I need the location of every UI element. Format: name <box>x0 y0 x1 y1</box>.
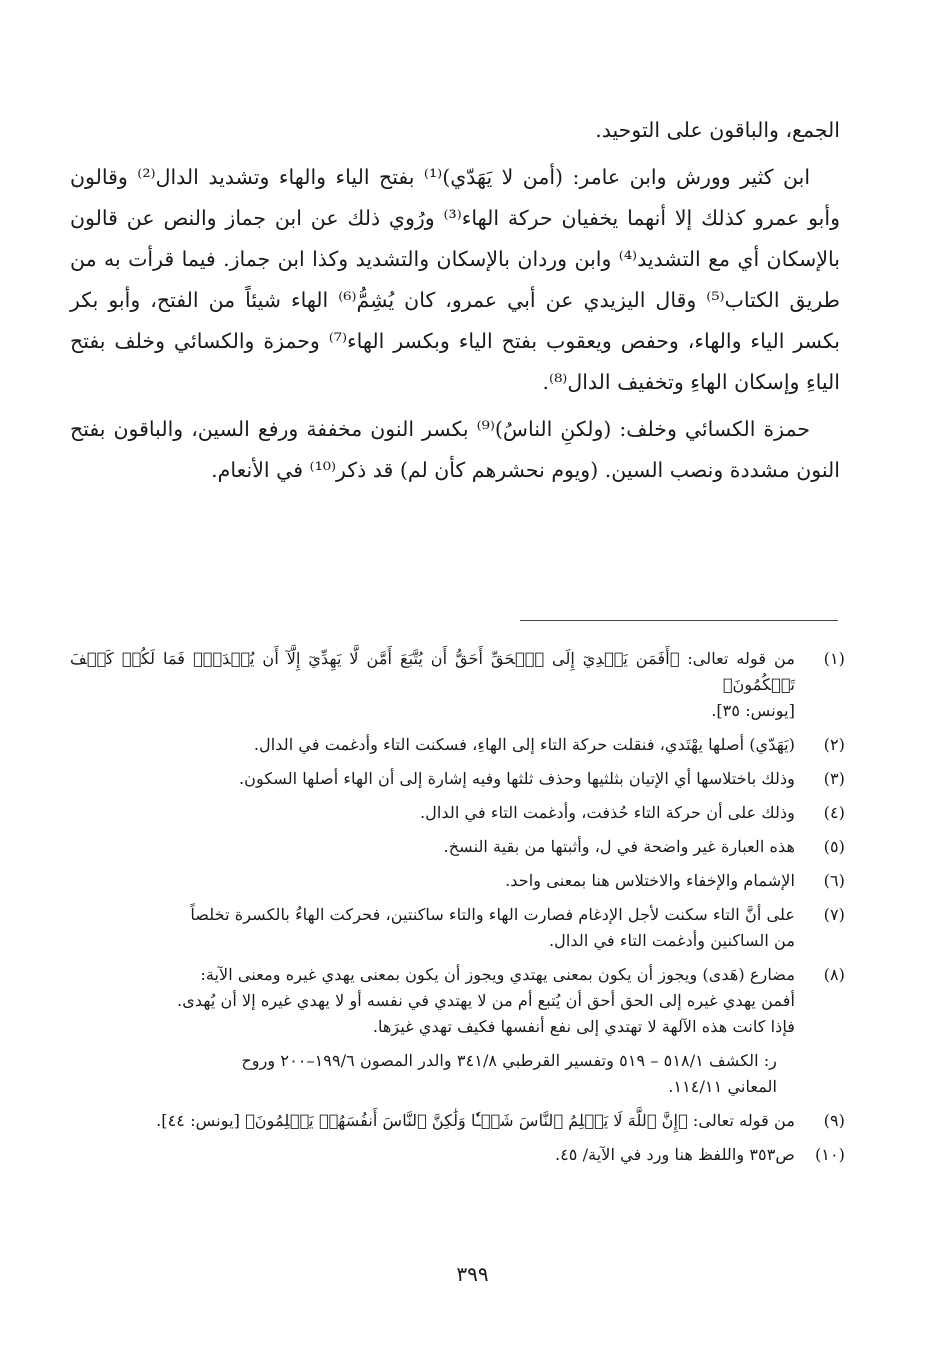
footnote-line: هذه العبارة غير واضحة في ل، وأثبتها من بقية النسخ. <box>443 837 795 856</box>
footnote-text <box>70 1048 795 1100</box>
footnote-line: من قوله تعالى: ﴿إِنَّ ٱللَّهَ لَا يَظۡلِمُ ٱلنَّاسَ شَيۡـٔٗا وَلَٰكِنَّ ٱلنَّاسَ أَنفُسَهُمۡ يَظۡلِمُونَ﴾ [يونس: ٤٤]. <box>156 1111 795 1130</box>
footnote-text <box>70 646 795 724</box>
footnote-line: الإشمام والإخفاء والاختلاس هنا بمعنى واحد. <box>505 871 795 890</box>
footnote-8-references <box>70 1048 845 1100</box>
footnote-7 <box>70 902 845 954</box>
footnote-9 <box>70 1108 845 1134</box>
footnote-text <box>70 732 795 758</box>
footnote-line: مضارع (هَدى) ويجوز أن يكون بمعنى يهتدي ويجوز أن يكون بمعنى يهدي غيره ومعنى الآية: <box>200 965 795 984</box>
footnote-3 <box>70 766 845 792</box>
paragraph-1: الجمع، والباقون على التوحيد. <box>595 118 840 142</box>
footnote-number: (١٠) <box>814 1145 845 1164</box>
footnote-number: (٢) <box>823 735 845 754</box>
footnotes <box>70 646 845 1176</box>
footnote-number <box>795 1048 845 1100</box>
footnote-text <box>70 766 795 792</box>
footnote-number: (٥) <box>823 837 845 856</box>
footnote-text <box>70 1142 795 1168</box>
footnote-line: ص٣٥٣ واللفظ هنا ورد في الآية/ ٤٥. <box>554 1145 795 1164</box>
footnote-text <box>70 800 795 826</box>
footnote-line: [يونس: ٣٥]. <box>711 701 795 720</box>
footnote-number: (٤) <box>823 803 845 822</box>
footnote-number: (١) <box>823 649 845 668</box>
footnote-6 <box>70 868 845 894</box>
page-number: ٣٩٩ <box>456 1262 489 1286</box>
footnote-10 <box>70 1142 845 1168</box>
footnote-number: (٩) <box>823 1111 845 1130</box>
footnote-line: وذلك باختلاسها أي الإتيان بثلثيها وحذف ثلثها وفيه إشارة إلى أن الهاء أصلها السكون. <box>238 769 795 788</box>
footnote-line: وذلك على أن حركة التاء حُذفت، وأدغمت التاء في الدال. <box>419 803 795 822</box>
footnote-text <box>70 962 795 1040</box>
footnote-text <box>70 834 795 860</box>
footnote-line: على أنَّ التاء سكنت لأجل الإدغام فصارت الهاء والتاء ساكنتين، فحركت الهاءُ بالكسرة تخلصاً <box>190 905 795 924</box>
footnote-number: (٧) <box>823 905 845 924</box>
footnote-separator <box>520 620 838 621</box>
footnote-8 <box>70 962 845 1040</box>
footnote-5 <box>70 834 845 860</box>
footnote-text <box>70 1108 795 1134</box>
footnote-number: (٦) <box>823 871 845 890</box>
footnote-1 <box>70 646 845 724</box>
footnote-number: (٨) <box>823 965 845 984</box>
footnote-number: (٣) <box>823 769 845 788</box>
paragraph-2: ابن كثير وورش وابن عامر: (أمن لا يَهَدّي)⁽¹⁾ بفتح الياء والهاء وتشديد الدال⁽²⁾ وقالون وأبو عمرو كذلك إلا أنهما يخفيان حركة الهاء⁽³⁾ ورُوي ذلك عن ابن جماز والنص عن قالون بالإسكان أي مع التشديد⁽⁴⁾ وابن وردان بالإسكان والتشديد وكذا ابن جماز. فيما قرأت به من طريق الكتاب⁽⁵⁾ وقال اليزيدي عن أبي عمرو، كان يُشِمُّ⁽⁶⁾ الهاء شيئاً من الفتح، وأبو بكر بكسر الياء والهاء، وحفص ويعقوب بفتح الياء وبكسر الهاء⁽⁷⁾ وحمزة والكسائي وخلف بفتح الياءِ وإسكان الهاءِ وتخفيف الدال⁽⁸⁾. <box>70 165 840 394</box>
footnote-2 <box>70 732 845 758</box>
footnote-line: ر: الكشف ٥١٨/١ – ٥١٩ وتفسير القرطبي ٣٤١/٨ والدر المصون ١٩٩/٦–٢٠٠ وروح <box>241 1051 777 1070</box>
footnote-line: (يَهَدّي) أصلها يهْتَدي، فنقلت حركة التاء إلى الهاءِ، فسكنت التاء وأدغمت في الدال. <box>253 735 795 754</box>
footnote-line: من الساكنين وأدغمت التاء في الدال. <box>549 931 795 950</box>
footnote-text <box>70 868 795 894</box>
main-text <box>70 110 840 497</box>
paragraph-3: حمزة الكسائي وخلف: (ولكنِ الناسُ)⁽⁹⁾ بكسر النون مخففة ورفع السين، والباقون بفتح النون مشددة ونصب السين. (ويوم نحشرهم كأن لم) قد ذكر⁽¹⁰⁾ في الأنعام. <box>70 417 840 482</box>
footnote-text <box>70 902 795 954</box>
footnote-line: فإذا كانت هذه الآلهة لا تهتدي إلى نفع أنفسها فكيف تهدي غيرَها. <box>372 1017 795 1036</box>
footnote-line: أفمن يهدي غيره إلى الحق أحق أن يُتبع أم من لا يهتدي في نفسه أو لا يهدي غيره إلا أن يُهدى. <box>177 991 795 1010</box>
footnote-line: من قوله تعالى: ﴿أَفَمَن يَهۡدِيٓ إِلَى ٱلۡحَقِّ أَحَقُّ أَن يُتَّبَعَ أَمَّن لَّا يَهِدِّيٓ إِلَّآ أَن يُهۡدَىٰۖ فَمَا لَكُمۡ كَيۡفَ تَحۡكُمُونَ﴾ <box>70 649 795 694</box>
footnote-line: المعاني ١١٤/١١. <box>668 1077 777 1096</box>
footnote-4 <box>70 800 845 826</box>
